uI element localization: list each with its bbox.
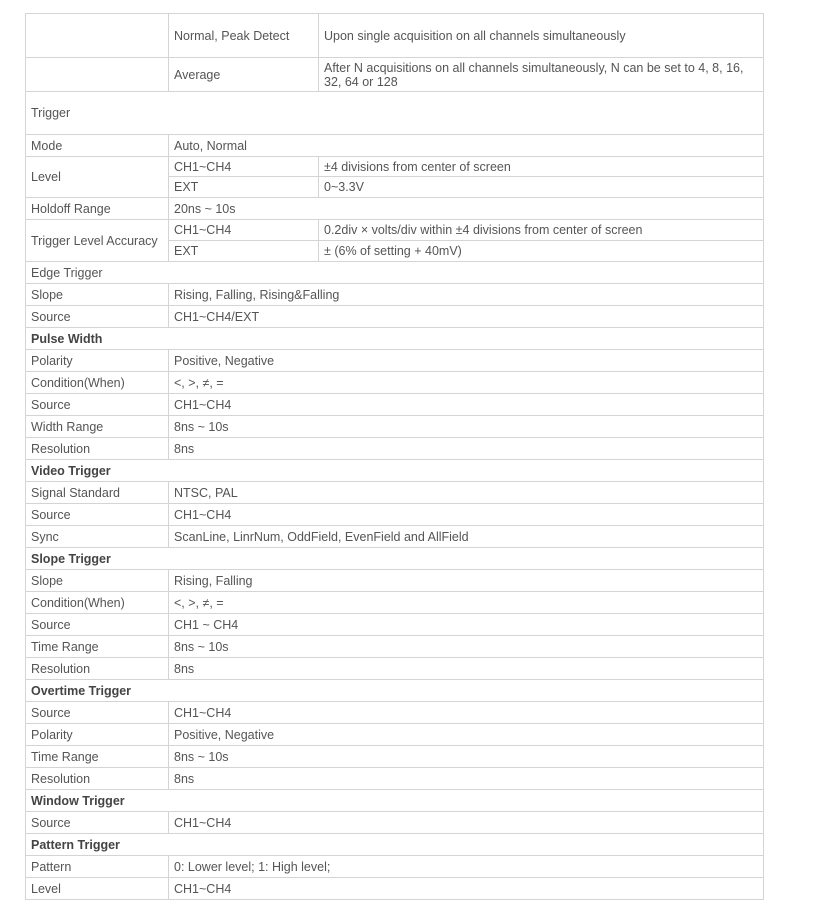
table-row (26, 135, 764, 157)
spec-label: Condition(When) (26, 372, 169, 394)
spec-label (26, 58, 169, 92)
spec-label: Source (26, 614, 169, 636)
acq-mode: Normal, Peak Detect (169, 14, 319, 58)
spec-label: Source (26, 394, 169, 416)
spec-value: 8ns (169, 438, 764, 460)
table-row (26, 592, 764, 614)
section-title-pattern: Pattern Trigger (26, 834, 764, 856)
spec-label: Polarity (26, 350, 169, 372)
spec-value: ScanLine, LinrNum, OddField, EvenField and AllField (169, 526, 764, 548)
spec-label: Signal Standard (26, 482, 169, 504)
table-row (26, 372, 764, 394)
section-row (26, 92, 764, 135)
spec-value: 0: Lower level; 1: High level; (169, 856, 764, 878)
table-row (26, 482, 764, 504)
table-row (26, 746, 764, 768)
spec-value: Positive, Negative (169, 350, 764, 372)
spec-value: 8ns (169, 768, 764, 790)
spec-value: ±4 divisions from center of screen (319, 157, 764, 177)
section-title-edge: Edge Trigger (26, 262, 764, 284)
table-row (26, 658, 764, 680)
spec-label (26, 14, 169, 58)
table-row (26, 614, 764, 636)
spec-value: ± (6% of setting + 40mV) (319, 241, 764, 262)
section-title-video: Video Trigger (26, 460, 764, 482)
spec-table (25, 13, 764, 900)
section-row (26, 790, 764, 812)
table-row (26, 812, 764, 834)
spec-value: NTSC, PAL (169, 482, 764, 504)
table-row (26, 636, 764, 658)
table-row (26, 438, 764, 460)
spec-value: 0~3.3V (319, 177, 764, 198)
table-row (26, 526, 764, 548)
section-row (26, 548, 764, 570)
table-row (26, 284, 764, 306)
spec-label: Time Range (26, 746, 169, 768)
section-title-trigger: Trigger (26, 92, 764, 135)
table-row (26, 702, 764, 724)
table-row (26, 58, 764, 92)
spec-value: 8ns (169, 658, 764, 680)
table-row (26, 856, 764, 878)
table-row (26, 350, 764, 372)
spec-label: Sync (26, 526, 169, 548)
spec-value: CH1~CH4/EXT (169, 306, 764, 328)
spec-value: 20ns ~ 10s (169, 198, 764, 220)
spec-source: CH1~CH4 (169, 220, 319, 241)
spec-label: Mode (26, 135, 169, 157)
spec-label: Condition(When) (26, 592, 169, 614)
spec-value: CH1~CH4 (169, 394, 764, 416)
spec-label: Slope (26, 570, 169, 592)
spec-label: Time Range (26, 636, 169, 658)
spec-value: 8ns ~ 10s (169, 416, 764, 438)
spec-label: Pattern (26, 856, 169, 878)
spec-value: CH1~CH4 (169, 812, 764, 834)
section-title-slope: Slope Trigger (26, 548, 764, 570)
table-row (26, 724, 764, 746)
section-row (26, 680, 764, 702)
spec-source: CH1~CH4 (169, 157, 319, 177)
acq-desc: Upon single acquisition on all channels simultaneously (319, 14, 764, 58)
spec-value: 0.2div × volts/div within ±4 divisions from center of screen (319, 220, 764, 241)
spec-value: CH1~CH4 (169, 504, 764, 526)
spec-value: CH1 ~ CH4 (169, 614, 764, 636)
table-row (26, 198, 764, 220)
section-row (26, 460, 764, 482)
table-row (26, 14, 764, 58)
spec-value: Auto, Normal (169, 135, 764, 157)
section-title-pulse: Pulse Width (26, 328, 764, 350)
spec-value: CH1~CH4 (169, 702, 764, 724)
section-row (26, 262, 764, 284)
spec-source: EXT (169, 241, 319, 262)
spec-label: Slope (26, 284, 169, 306)
table-row (26, 768, 764, 790)
spec-label: Trigger Level Accuracy (26, 220, 169, 262)
spec-label: Polarity (26, 724, 169, 746)
spec-label: Holdoff Range (26, 198, 169, 220)
table-row (26, 157, 764, 177)
table-row (26, 570, 764, 592)
spec-value: 8ns ~ 10s (169, 636, 764, 658)
section-row (26, 328, 764, 350)
acq-mode: Average (169, 58, 319, 92)
section-title-window: Window Trigger (26, 790, 764, 812)
acq-desc: After N acquisitions on all channels simultaneously, N can be set to 4, 8, 16, 32, 64 or 128 (319, 58, 764, 92)
spec-label: Source (26, 504, 169, 526)
spec-label: Width Range (26, 416, 169, 438)
spec-value: <, >, ≠, = (169, 592, 764, 614)
table-row (26, 416, 764, 438)
section-title-overtime: Overtime Trigger (26, 680, 764, 702)
table-row (26, 394, 764, 416)
spec-value: <, >, ≠, = (169, 372, 764, 394)
spec-value: CH1~CH4 (169, 878, 764, 900)
spec-label: Level (26, 878, 169, 900)
spec-label: Source (26, 306, 169, 328)
section-row (26, 834, 764, 856)
spec-label: Resolution (26, 658, 169, 680)
spec-label: Resolution (26, 768, 169, 790)
table-row (26, 878, 764, 900)
spec-value: Rising, Falling, Rising&Falling (169, 284, 764, 306)
table-row (26, 504, 764, 526)
spec-value: 8ns ~ 10s (169, 746, 764, 768)
table-row (26, 220, 764, 241)
spec-label: Source (26, 702, 169, 724)
spec-source: EXT (169, 177, 319, 198)
spec-label: Level (26, 157, 169, 198)
spec-label: Resolution (26, 438, 169, 460)
table-row (26, 306, 764, 328)
spec-value: Rising, Falling (169, 570, 764, 592)
spec-label: Source (26, 812, 169, 834)
spec-value: Positive, Negative (169, 724, 764, 746)
